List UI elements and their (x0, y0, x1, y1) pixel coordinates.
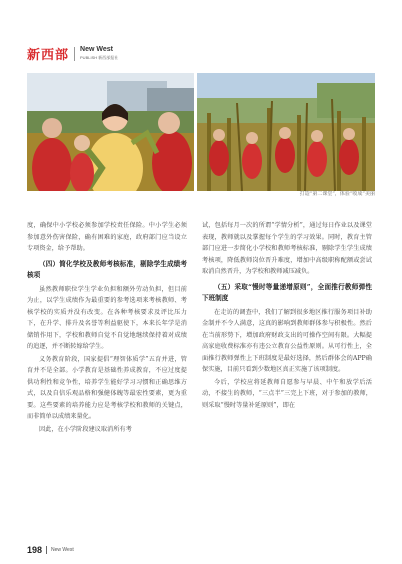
magazine-header (27, 44, 118, 63)
page-footer (27, 545, 74, 555)
page-number: 198 (27, 545, 43, 555)
magazine-logo: 新西部 (27, 48, 70, 63)
magazine-logo-en (80, 46, 118, 62)
photo-harvest-field (197, 73, 375, 191)
article-column-right (202, 220, 372, 412)
footer-divider (46, 546, 47, 554)
article-photos (27, 73, 375, 191)
section-heading: （五）采取“慢时等量递增原则”，全面推行教师弹性下班制度 (202, 282, 372, 302)
logo-en-subtext: PUBLISH 新西部报社 (80, 54, 119, 60)
paragraph: 在走访的调查中，我们了解到很多地区推行服务项目补助金制并不令人满意，这真的影响到教师群体参与积极性。然后在当前形势下，增加政府财政支出的可操作空间有限。大幅提高家庭收费标准亦有违公立教育公益性原则。从可行性上，全面推行教师弹性上下班制度是最好选择，然后群体会的APP确保实施，目前只看到少数地区真正实施了该项制度。 (202, 308, 372, 373)
paragraph: 今后，学校应将延教师自愿参与早晨、中午和放学后活动，不接生的教师，“三点半”三完上下班，对于参加的教师，则采取“慢时等量补延原则”，即在 (202, 378, 372, 409)
paragraph: 度，确保中小学校必须参加学校责任保险。中小学生必须参加意外伤害保险，确有困难的家庭，政府部门应当设立专项资金，给予帮助。 (27, 222, 187, 252)
section-heading: （四）简化学校及教师考核标准，剔除学生成绩考核项 (27, 259, 187, 279)
article-column-left (27, 220, 187, 436)
paragraph: 虽然教师职位学生学业负担和额外劳动负担，但目前为止，以学生成绩作为最重要的参考选项来考核教师、考核学校的实质并没有改变。在各种考核要求及评比压力下，在升学、排升及名誉等利益驱使下，本来长年学是消储销作用下，学校和教师自觉不自觉地继续保持着对成绩的追逐，并不断转嫁给学生。 (27, 285, 187, 350)
paragraph: 义务教育阶段，国家提倡“理智体质学”五育并进，管育并不是全部。小学教育是基础性养成教育，不应过度提供功利性和竞争性，培养学生能好学习习惯和正确思维方式，以及自信乐观品格和强健体魄等最宏性要素，更为重要。这些要素的培养能力应是考核学校和教师的关键点，而非简单以成绩来量化。 (27, 355, 187, 420)
photo-caption: 打造“第二课堂”，体验“收成”美丽 (299, 191, 375, 197)
journal-name: New West (51, 547, 74, 553)
logo-en-text: New West (80, 45, 113, 53)
logo-divider (74, 47, 75, 61)
paragraph: 因此，在小学阶段建议取消所有考 (39, 425, 132, 433)
paragraph: 试，包括每月一次的所谓“学情分析”，通过每日作业以及课堂表现，教师就以及掌握每个学生的学习效果。同时，教育主管部门应进一步简化小学校和教师考核标准，剔除学生学生成绩考核项，降低教师岗位晋升难度，增加中高级职称配额或尝试取消自然晋升，为学校和教师减压减负。 (202, 222, 372, 275)
photo-teacher-students (27, 73, 194, 191)
